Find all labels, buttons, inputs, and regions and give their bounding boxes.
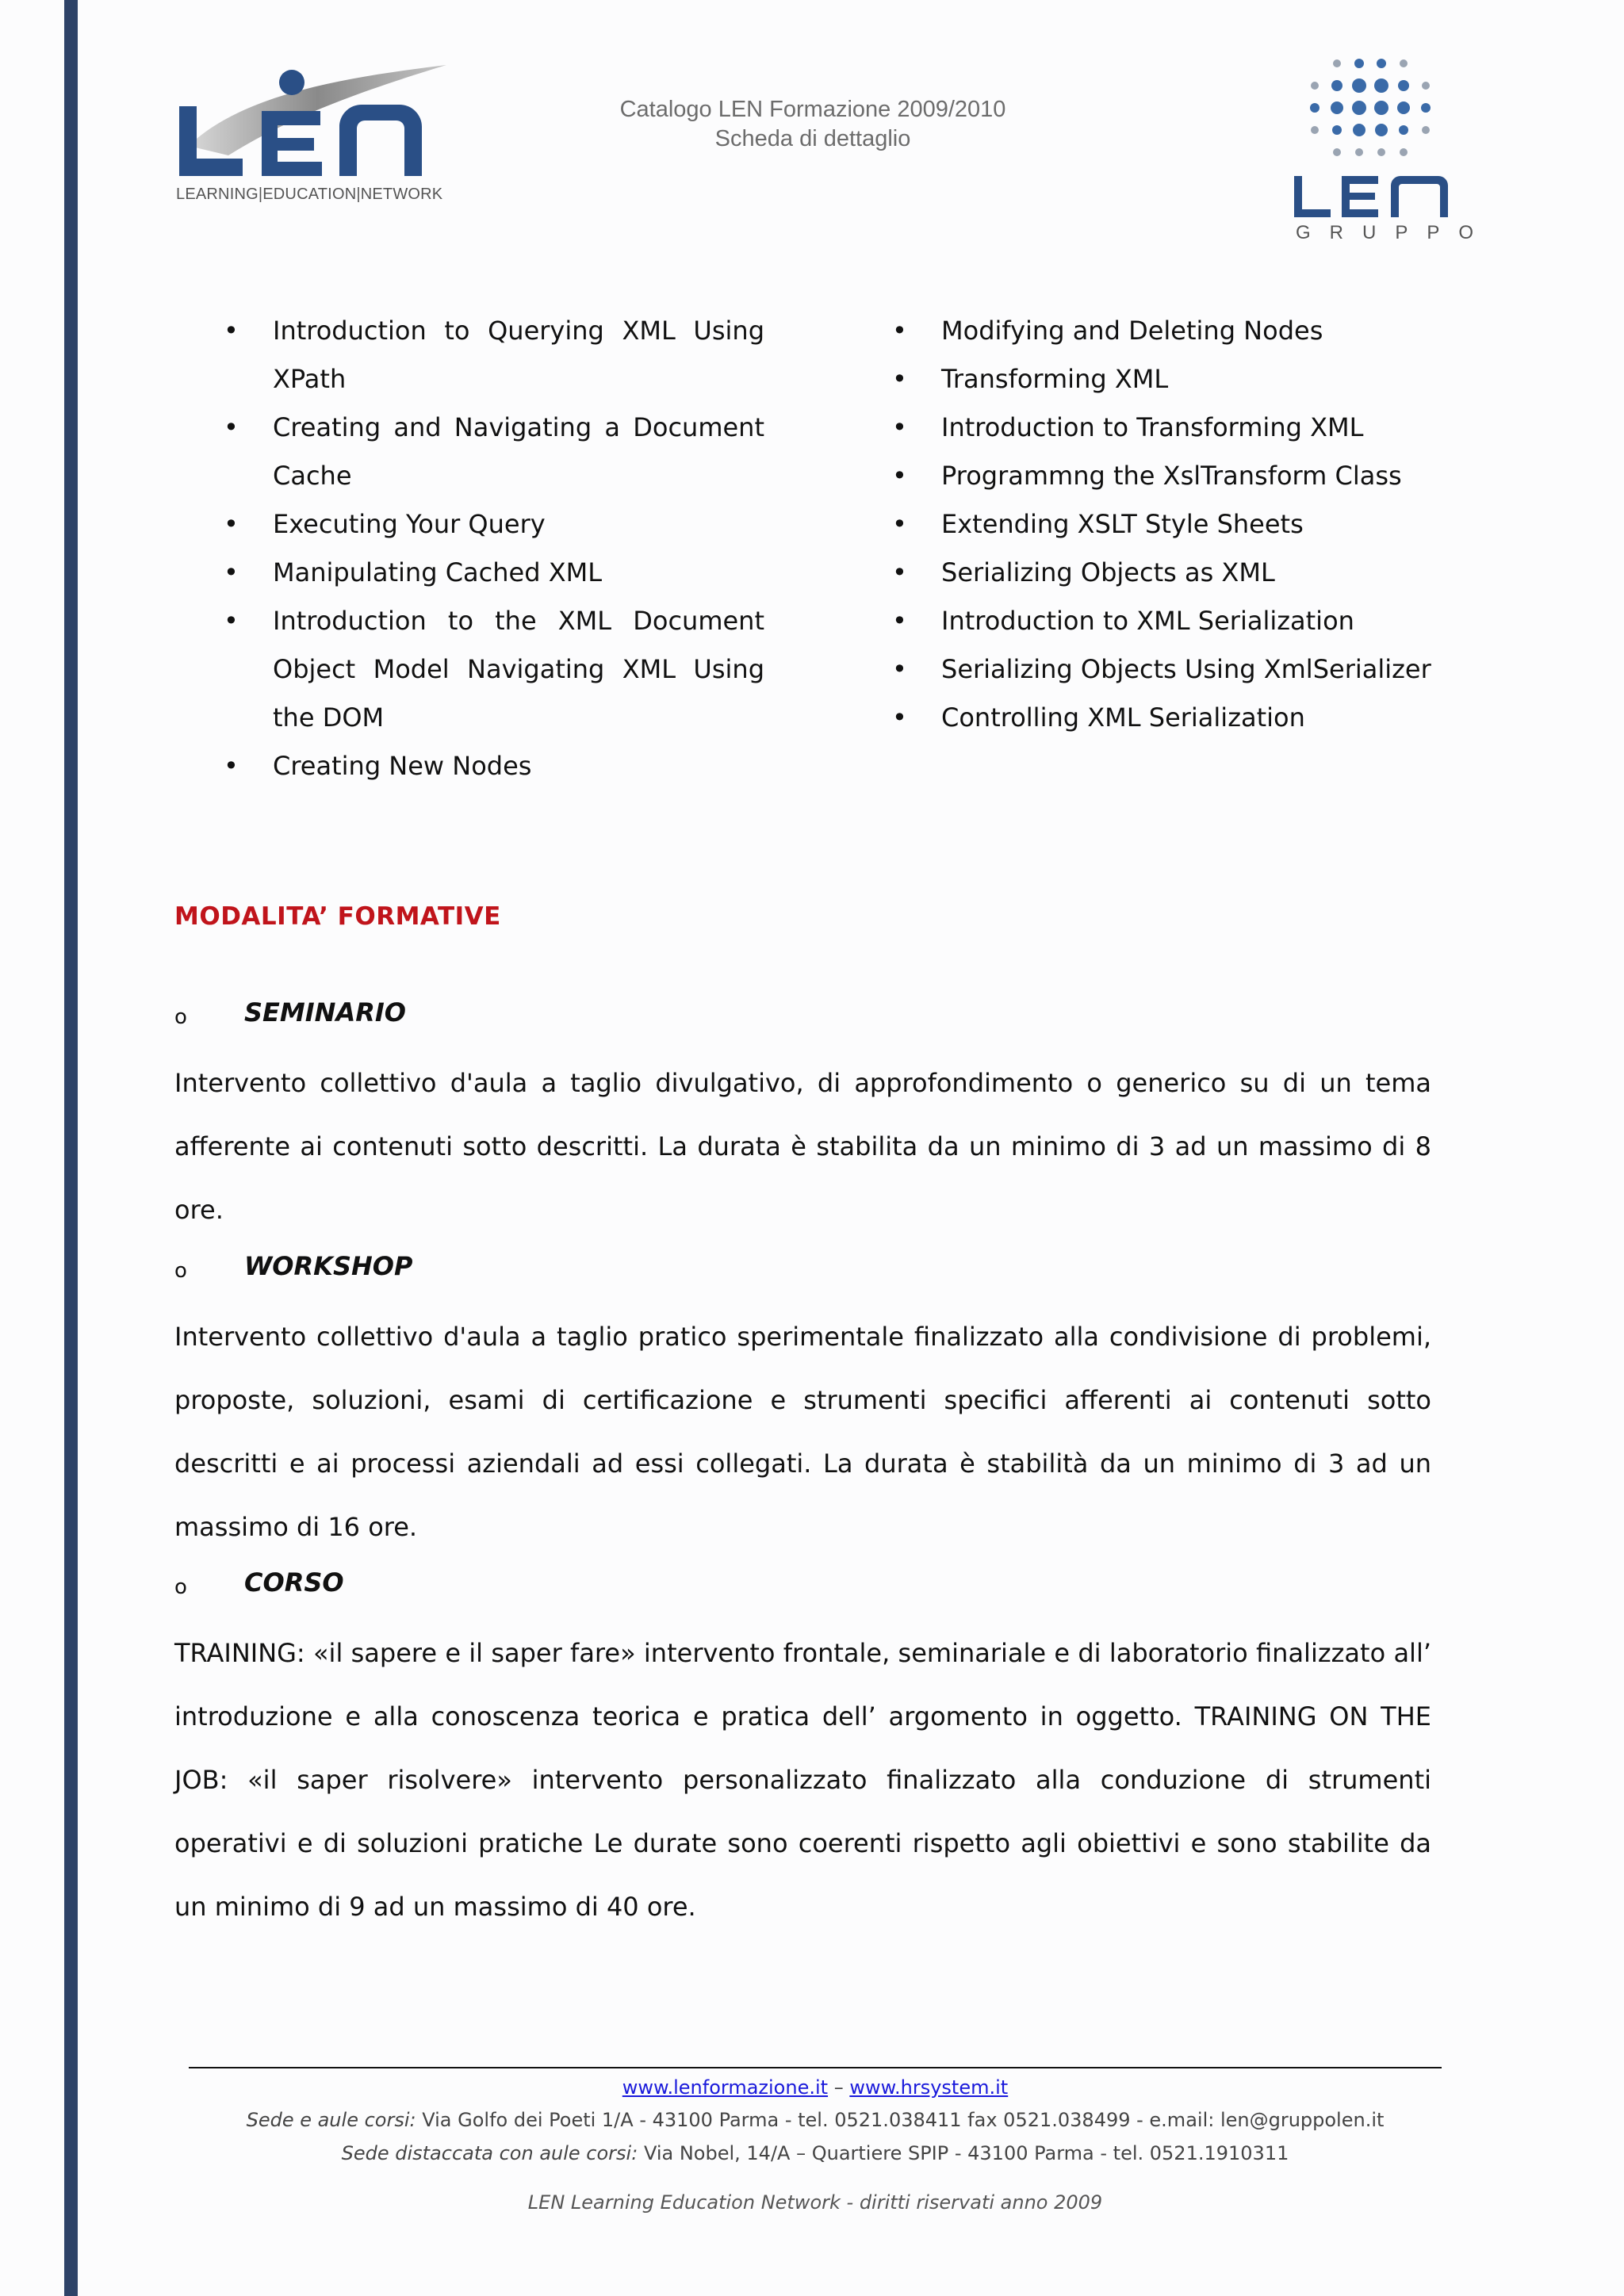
list-item: • Controlling XML Serialization: [892, 694, 1479, 742]
list-item: • Introduction to the XML Document Object Model Navigating XML Using the DOM: [224, 597, 764, 742]
len-logo: [173, 60, 458, 211]
list-item: • Programmng the XslTransform Class: [892, 452, 1479, 500]
list-item: • Transforming XML: [892, 355, 1479, 404]
list-item: • Serializing Objects Using XmlSerializer: [892, 645, 1479, 694]
list-item: • Manipulating Cached XML: [224, 549, 764, 597]
link-hrsystem[interactable]: www.hrsystem.it: [849, 2076, 1009, 2099]
mode-seminario: [174, 997, 1431, 1242]
list-item: • Creating and Navigating a Document Cache: [224, 404, 764, 500]
distaccata-label: Sede distaccata con aule corsi:: [341, 2142, 638, 2164]
footer-copyright: LEN Learning Education Network - diritti riservati anno 2009: [527, 2191, 1103, 2214]
list-item: • Introduction to Querying XML Using XPath: [224, 307, 764, 404]
mode-name: CORSO: [244, 1567, 344, 1598]
list-item: • Modifying and Deleting Nodes: [892, 307, 1479, 355]
list-item: • Introduction to Transforming XML: [892, 404, 1479, 452]
link-lenformazione[interactable]: www.lenformazione.it: [622, 2076, 829, 2099]
mode-description: Intervento collettivo d'aula a taglio pratico sperimentale finalizzato alla condivisione di problemi, proposte, soluzioni, esami di certificazione e strumenti specifici afferenti ai contenuti sotto descritti e ai processi aziendali ad essi collegati. La durata è stabilità da un minimo di 3 ad un massimo di 16 ore.: [174, 1322, 1431, 1542]
list-item: • Executing Your Query: [224, 500, 764, 549]
footer-divider: [189, 2067, 1442, 2068]
sede-address: Via Golfo dei Poeti 1/A - 43100 Parma - tel. 0521.038411 fax 0521.038499 - e.mail: len@gruppolen.it: [422, 2109, 1385, 2131]
circle-bullet-icon: o: [174, 1575, 187, 1599]
len-gruppo-logo: [1293, 52, 1493, 258]
circle-bullet-icon: o: [174, 1259, 187, 1283]
footer-sede-distaccata: [189, 2142, 1442, 2164]
topic-list-left: [224, 307, 764, 790]
len-logo-graphic: [173, 60, 458, 187]
mode-heading: [174, 1567, 1431, 1607]
len-gruppo-logo-graphic: [1293, 52, 1475, 219]
mode-corso: [174, 1567, 1431, 1938]
mode-name: WORKSHOP: [244, 1251, 413, 1281]
logo-subtitle: GRUPPO: [1296, 222, 1493, 243]
logo-tagline: LEARNING|EDUCATION|NETWORK: [176, 186, 443, 203]
list-item: • Introduction to XML Serialization: [892, 597, 1479, 645]
mode-workshop: [174, 1251, 1431, 1559]
catalog-subtitle: Scheda di dettaglio: [714, 126, 911, 151]
list-item: • Creating New Nodes: [224, 742, 764, 790]
topic-list-right: [892, 307, 1479, 742]
link-separator: –: [833, 2076, 844, 2099]
list-item: • Serializing Objects as XML: [892, 549, 1479, 597]
list-item: • Extending XSLT Style Sheets: [892, 500, 1479, 549]
mode-name: SEMINARIO: [244, 997, 406, 1027]
mode-description: Intervento collettivo d'aula a taglio divulgativo, di approfondimento o generico su di un tema afferente ai contenuti sotto descritti. La durata è stabilita da un minimo di 3 ad un massimo di 8 ore.: [174, 1068, 1431, 1225]
catalog-title: Catalogo LEN Formazione 2009/2010: [619, 97, 1006, 122]
distaccata-address: Via Nobel, 14/A – Quartiere SPIP - 43100 Parma - tel. 0521.1910311: [643, 2142, 1289, 2164]
mode-heading: [174, 997, 1431, 1037]
sede-label: Sede e aule corsi:: [246, 2109, 416, 2131]
catalog-header: [571, 95, 1055, 154]
mode-heading: [174, 1251, 1431, 1291]
page-left-border: [64, 0, 78, 2296]
mode-description: TRAINING: «il sapere e il saper fare» intervento frontale, seminariale e di laboratorio finalizzato all’ introduzione e alla conoscenza teorica e pratica dell’ argomento in oggetto. TRAINING ON THE JOB: «il saper risolvere» intervento personalizzato finalizzato alla conduzione di strumenti operativi e di soluzioni pratiche Le durate sono coerenti rispetto agli obiettivi e sono stabilite da un minimo di 9 ad un massimo di 40 ore.: [174, 1638, 1431, 1922]
circle-bullet-icon: o: [174, 1005, 187, 1029]
footer-sede: [189, 2109, 1442, 2131]
section-title-modalita: MODALITA’ FORMATIVE: [174, 902, 501, 931]
footer-links: [189, 2076, 1442, 2099]
